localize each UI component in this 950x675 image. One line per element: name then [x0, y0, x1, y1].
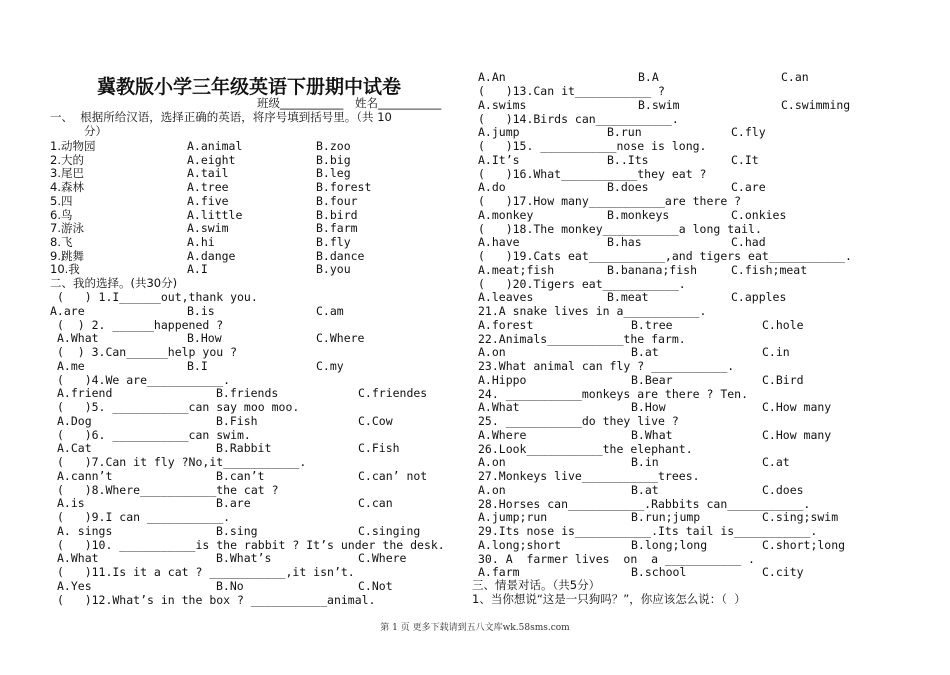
option-a: A.Where: [478, 427, 527, 442]
option-b: B.four: [316, 193, 358, 208]
vocab-question: 10.我: [50, 262, 80, 277]
option-c: C.friendes: [358, 386, 428, 401]
question-text: ( )9.I can ___________.: [57, 510, 231, 524]
question-text: ( )7.Can it fly ?No,it___________.: [57, 455, 307, 469]
option-a: A.What: [57, 331, 99, 346]
option-c: C.can: [358, 496, 393, 511]
option-b: B.big: [316, 152, 351, 167]
option-b: B.run: [607, 125, 642, 140]
option-a: A. sings: [57, 523, 113, 538]
option-c: C.How many: [762, 400, 832, 415]
vocab-question: 6.鸟: [50, 207, 73, 222]
question-text: ( )17.How many___________are there ?: [478, 194, 742, 208]
option-c: C.my: [316, 358, 344, 373]
question-text: ( )13.Can it___________ ?: [478, 84, 665, 98]
option-c: C.Fish: [358, 441, 400, 456]
question-text: ( )18.The monkey___________a long tail.: [478, 221, 762, 236]
option-a: A.It’s: [478, 152, 520, 167]
option-a: A.have: [478, 235, 520, 250]
name-label: 姓名___________: [355, 96, 442, 110]
option-c: C.short;long: [762, 537, 846, 552]
option-c: C.sing;swim: [762, 510, 839, 525]
option-a: A.Yes: [57, 578, 92, 593]
option-a: A.do: [478, 180, 506, 195]
question-text: 27.Monkeys live___________trees.: [478, 469, 700, 483]
question-text: ( ) 2. ______happened ?: [57, 317, 224, 332]
option-c: C.Bird: [762, 372, 804, 387]
question-text: 26.Look___________the elephant.: [478, 441, 693, 456]
option-a: A.cann’t: [57, 468, 113, 483]
option-a: A.hi: [187, 234, 215, 249]
option-b: B.A: [638, 70, 659, 84]
option-b: B.run;jump: [631, 510, 701, 525]
option-a: A.I: [187, 262, 208, 277]
option-b: B.What’s: [216, 551, 272, 566]
question-text: ( )19.Cats eat___________,and tigers eat___________.: [478, 249, 852, 263]
option-c: C.hole: [762, 317, 804, 332]
option-b: B.Rabbit: [216, 441, 272, 456]
option-c: C.onkies: [731, 207, 787, 222]
option-b: B.meat: [607, 290, 649, 305]
option-b: B.I: [187, 358, 208, 373]
option-c: C.can’ not: [358, 468, 428, 483]
option-c: C.in: [762, 345, 790, 360]
option-b: B.forest: [316, 180, 372, 195]
option-a: A.jump: [478, 125, 520, 140]
option-a: A.eight: [187, 152, 236, 167]
option-a: A.What: [57, 551, 99, 566]
section3-heading: 三、情景对话。（共5分）: [472, 578, 601, 592]
question-text: ( ) 3.Can______help you ?: [57, 345, 238, 359]
option-a: A.Dog: [57, 413, 92, 428]
page-title: 冀教版小学三年级英语下册期中试卷: [97, 76, 402, 98]
option-b: B.has: [607, 235, 642, 250]
option-a: A.tree: [187, 180, 229, 195]
vocab-question: 2.大的: [50, 152, 84, 167]
option-a: A.me: [57, 358, 85, 373]
question-text: 25. ___________do they live ?: [478, 414, 679, 428]
question-text: ( )6. ___________can swim.: [57, 427, 251, 442]
option-a: A.An: [478, 70, 506, 84]
option-a: A.five: [187, 193, 229, 208]
option-b: B.Fish: [216, 413, 258, 428]
option-b: B.Bear: [631, 372, 673, 387]
option-a: A.on: [478, 455, 506, 470]
option-b: B.What: [631, 427, 673, 442]
option-a: A.friend: [57, 386, 113, 401]
option-b: B.is: [187, 303, 215, 318]
option-a: A.swim: [187, 221, 229, 236]
vocab-question: 4.森林: [50, 180, 84, 195]
question-text: 21.A snake lives in a___________.: [478, 304, 707, 318]
section2-heading: 二、我的选择。(共30分): [50, 276, 178, 290]
option-b: B.No: [216, 578, 244, 593]
option-a: A.jump;run: [478, 510, 548, 525]
question-text: 28.Horses can___________.Rabbits can___________.: [478, 496, 811, 511]
vocab-question: 9.跳舞: [50, 248, 84, 263]
question-text: 23.What animal can fly ? ___________.: [478, 359, 735, 373]
option-b: B.tree: [631, 317, 673, 332]
option-b: B.long;long: [631, 537, 708, 552]
question-text: ( )8.Where___________the cat ?: [57, 482, 279, 497]
question-text: 30. A farmer lives on a ___________ .: [478, 551, 755, 566]
option-b: B.at: [631, 482, 659, 497]
question-text: ( )16.What___________they eat ?: [478, 166, 707, 181]
vocab-question: 7.游泳: [50, 221, 84, 236]
dialog-question: 1、当你想说“这是一只狗吗？”，你应该怎么说：（ ）: [472, 592, 746, 606]
option-b: B.How: [187, 331, 222, 346]
option-b: B.school: [631, 565, 687, 580]
question-text: ( )12.What’s in the box ? ___________animal.: [57, 592, 376, 607]
option-b: B.does: [607, 180, 649, 195]
option-b: B.banana;fish: [607, 262, 698, 277]
question-text: 22.Animals___________the farm.: [478, 331, 686, 346]
option-c: C.fish;meat: [731, 262, 808, 277]
option-c: C.How many: [762, 427, 832, 442]
vocab-question: 3.尾巴: [50, 166, 84, 181]
option-b: B.you: [316, 262, 351, 277]
option-a: A.farm: [478, 565, 520, 580]
option-a: A.are: [50, 303, 85, 318]
question-text: ( )5. ___________can say moo moo.: [57, 400, 300, 414]
option-b: B.farm: [316, 221, 358, 236]
option-c: C.at: [762, 455, 790, 470]
option-b: B.can’t: [216, 468, 265, 483]
question-text: ( )4.We are___________.: [57, 372, 231, 387]
option-a: A.on: [478, 345, 506, 360]
option-a: A.What: [478, 400, 520, 415]
question-text: ( )10. ___________is the rabbit ? It’s under the desk.: [57, 537, 445, 552]
section1-heading: 一、 根据所给汉语，选择正确的英语，将序号填到括号里。（共 10: [50, 110, 392, 124]
option-c: C.city: [762, 565, 804, 580]
option-a: A.dange: [187, 248, 236, 263]
option-a: A.Hippo: [478, 372, 527, 387]
option-a: A.animal: [187, 139, 243, 153]
question-text: 29.Its nose is___________.Its tail is___________.: [478, 524, 818, 538]
option-a: A.leaves: [478, 290, 534, 305]
option-b: B.at: [631, 345, 659, 360]
vocab-question: 8.飞: [50, 234, 73, 249]
option-a: A.little: [187, 207, 243, 222]
option-b: B.monkeys: [607, 207, 670, 222]
class-label: 班级___________: [257, 96, 344, 110]
option-a: A.swims: [478, 97, 527, 112]
option-c: C.fly: [731, 125, 766, 140]
page-footer: 第 1 页 更多下载请到五八文库wk.58sms.com: [380, 623, 570, 633]
option-b: B..Its: [607, 152, 649, 167]
question-text: 24. ___________monkeys are there ? Ten.: [478, 386, 749, 401]
vocab-question: 1.动物园: [50, 139, 96, 153]
option-c: C.Where: [358, 551, 407, 566]
option-c: C.Not: [358, 578, 393, 593]
option-b: B.swim: [638, 97, 680, 112]
question-text: ( )20.Tigers eat___________.: [478, 276, 686, 291]
option-b: B.bird: [316, 207, 358, 222]
option-b: B.How: [631, 400, 666, 415]
option-b: B.fly: [316, 234, 351, 249]
option-a: A.forest: [478, 317, 534, 332]
question-text: ( )11.Is it a cat ? ___________,it isn’t.: [57, 565, 355, 579]
option-c: C.am: [316, 303, 344, 318]
option-c: C.It: [731, 152, 759, 167]
question-text: ( ) 1.I______out,thank you.: [57, 290, 258, 304]
option-c: C.Where: [316, 331, 365, 346]
vocab-question: 5.四: [50, 193, 73, 208]
option-b: B.in: [631, 455, 659, 470]
question-text: ( )14.Birds can___________.: [478, 111, 679, 126]
option-b: B.sing: [216, 523, 258, 538]
option-c: C.apples: [731, 290, 787, 305]
option-b: B.dance: [316, 248, 365, 263]
option-a: A.tail: [187, 166, 229, 181]
option-a: A.on: [478, 482, 506, 497]
option-a: A.meat;fish: [478, 262, 555, 277]
option-a: A.Cat: [57, 441, 92, 456]
option-c: C.had: [731, 235, 766, 250]
option-c: C.singing: [358, 523, 421, 538]
section1-heading-cont: 分）: [84, 124, 107, 138]
option-a: A.long;short: [478, 537, 562, 552]
option-b: B.are: [216, 496, 251, 511]
option-c: C.an: [781, 70, 809, 84]
option-c: C.swimming: [781, 97, 851, 112]
option-b: B.zoo: [316, 139, 351, 153]
option-c: C.does: [762, 482, 804, 497]
option-b: B.friends: [216, 386, 279, 401]
option-b: B.leg: [316, 166, 351, 181]
option-a: A.is: [57, 496, 85, 511]
option-c: C.Cow: [358, 413, 393, 428]
question-text: ( )15. ___________nose is long.: [478, 139, 707, 153]
option-c: C.are: [731, 180, 766, 195]
option-a: A.monkey: [478, 207, 534, 222]
